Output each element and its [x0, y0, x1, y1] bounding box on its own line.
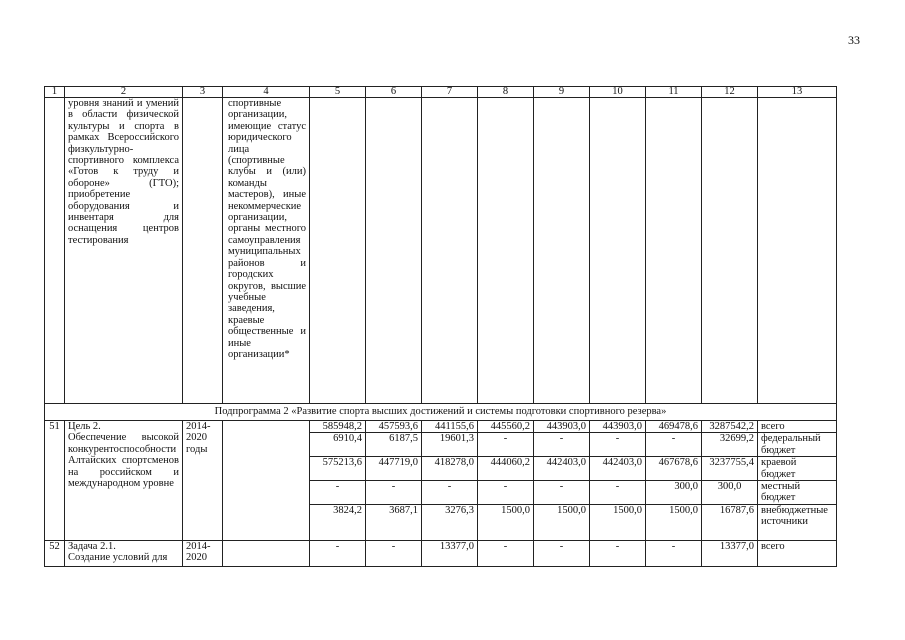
value-cell: 1500,0: [478, 504, 534, 540]
value-cell: 447719,0: [366, 457, 422, 481]
value-cell: -: [310, 540, 366, 566]
program-table: [44, 86, 837, 567]
value-cell: 1500,0: [590, 504, 646, 540]
value-cell: 1500,0: [646, 504, 702, 540]
task-text: Создание условий для: [68, 552, 168, 564]
col-header: 1: [45, 87, 65, 98]
continuation-row: [45, 98, 837, 404]
row-number: 51: [45, 421, 65, 541]
value-cell: 3824,2: [310, 504, 366, 540]
value-cell: 585948,2: [310, 421, 366, 433]
funding-source: внебюджетные источники: [758, 504, 837, 540]
value-cell: 445560,2: [478, 421, 534, 433]
goal-cell: [65, 421, 183, 541]
value-cell: -: [478, 433, 534, 457]
value-cell: -: [534, 433, 590, 457]
subprogram-row: [45, 404, 837, 421]
value-cell: 16787,6: [702, 504, 758, 540]
value-cell: 469478,6: [646, 421, 702, 433]
period: 2014-2020 годы: [183, 421, 223, 541]
value-cell: 418278,0: [422, 457, 478, 481]
subprogram-title: Подпрограмма 2 «Развитие спорта высших достижений и системы подготовки спортивного резерва»: [45, 404, 837, 421]
value-cell: 13377,0: [702, 540, 758, 566]
period: 2014-2020: [183, 540, 223, 566]
col-header: 3: [183, 87, 223, 98]
value-cell: 467678,6: [646, 457, 702, 481]
col-header: 7: [422, 87, 478, 98]
value-cell: -: [366, 481, 422, 505]
value-cell: -: [534, 481, 590, 505]
value-cell: 441155,6: [422, 421, 478, 433]
funding-source: всего: [758, 421, 837, 433]
value-cell: -: [646, 540, 702, 566]
value-cell: 575213,6: [310, 457, 366, 481]
funding-source: местный бюджет: [758, 481, 837, 505]
table-row: [45, 421, 837, 433]
col-header: 10: [590, 87, 646, 98]
value-cell: -: [422, 481, 478, 505]
header-row: [45, 87, 837, 98]
col-header: 2: [65, 87, 183, 98]
value-cell: -: [590, 433, 646, 457]
measure-description: уровня знаний и умений в области физической культуры и спорта в рамках Всероссийского физкультурно-спортивного комплекса «Готов к труду и обороне» (ГТО); приобретение оборудования и инвентаря для оснащения центров тестирования: [65, 98, 183, 404]
value-cell: -: [366, 540, 422, 566]
col-header: 8: [478, 87, 534, 98]
value-cell: -: [478, 540, 534, 566]
value-cell: -: [590, 540, 646, 566]
value-cell: 19601,3: [422, 433, 478, 457]
value-cell: 443903,0: [590, 421, 646, 433]
value-cell: 3237755,4: [702, 457, 758, 481]
value-cell: 442403,0: [534, 457, 590, 481]
goal-text: Обеспечение высокой конкурентоспособности Алтайских спортсменов на российском и международном уровне: [68, 432, 179, 490]
value-cell: 32699,2: [702, 433, 758, 457]
funding-source: всего: [758, 540, 837, 566]
value-cell: 300,0: [702, 481, 758, 505]
table-row: [45, 540, 837, 566]
col-header: 12: [702, 87, 758, 98]
value-cell: 1500,0: [534, 504, 590, 540]
value-cell: 6187,5: [366, 433, 422, 457]
col-header: 6: [366, 87, 422, 98]
value-cell: 3687,1: [366, 504, 422, 540]
task-title: Задача 2.1.: [68, 540, 116, 552]
value-cell: 6910,4: [310, 433, 366, 457]
col-header: 5: [310, 87, 366, 98]
col-header: 4: [223, 87, 310, 98]
executors: спортивные организации, имеющие статус юридического лица (спортивные клубы и (или) команды мастеров), иные некоммерческие организации, органы местного самоуправления муниципальных районов и городских округов, высшие учебные заведения, краевые общественные и иные организации*: [223, 98, 310, 404]
value-cell: -: [590, 481, 646, 505]
row-number: 52: [45, 540, 65, 566]
value-cell: 300,0: [646, 481, 702, 505]
value-cell: -: [534, 540, 590, 566]
value-cell: -: [478, 481, 534, 505]
value-cell: 13377,0: [422, 540, 478, 566]
value-cell: -: [310, 481, 366, 505]
page-number: 33: [848, 33, 860, 47]
value-cell: -: [646, 433, 702, 457]
funding-source: федеральный бюджет: [758, 433, 837, 457]
col-header: 13: [758, 87, 837, 98]
value-cell: 457593,6: [366, 421, 422, 433]
task-cell: [65, 540, 183, 566]
value-cell: 443903,0: [534, 421, 590, 433]
funding-source: краевой бюджет: [758, 457, 837, 481]
value-cell: 442403,0: [590, 457, 646, 481]
value-cell: 3287542,2: [702, 421, 758, 433]
goal-title: Цель 2.: [68, 421, 101, 432]
value-cell: 444060,2: [478, 457, 534, 481]
col-header: 9: [534, 87, 590, 98]
col-header: 11: [646, 87, 702, 98]
value-cell: 3276,3: [422, 504, 478, 540]
